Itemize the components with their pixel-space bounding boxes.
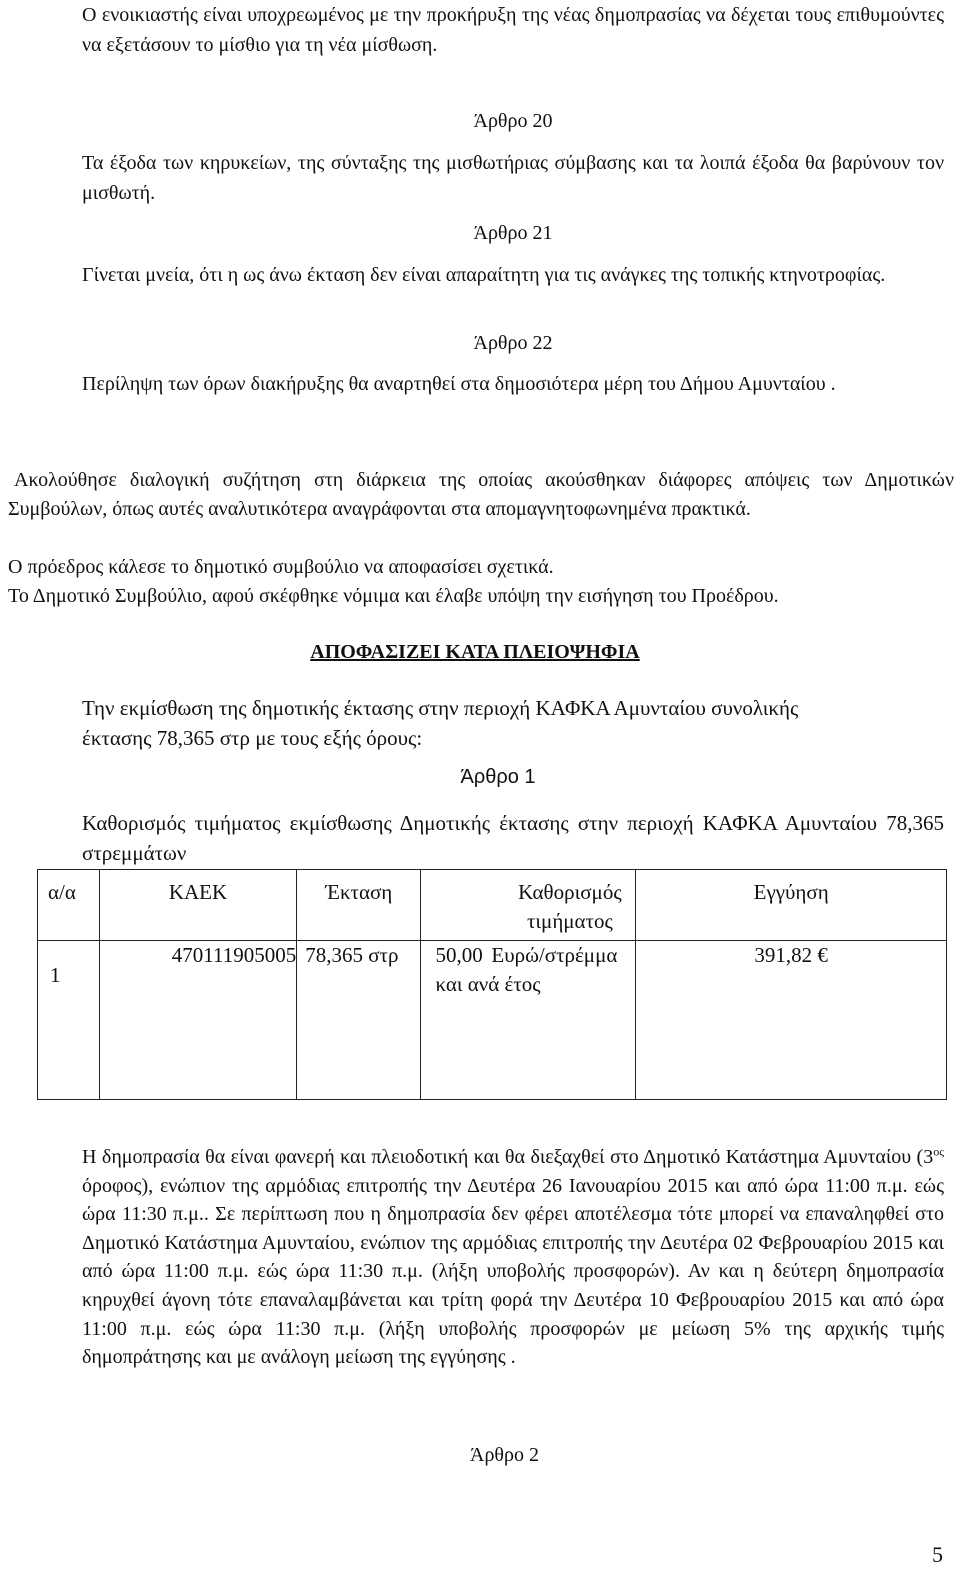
cell-guarantee: 391,82 € bbox=[636, 941, 947, 1100]
decision-title: ΑΠΟΦΑΣΙΖΕΙ ΚΑΤΑ ΠΛΕΙΟΨΗΦΙΑ bbox=[310, 641, 640, 663]
header-price: Καθορισμός τιμήματος bbox=[421, 870, 636, 941]
president-call: Ο πρόεδρος κάλεσε το δημοτικό συμβούλιο να αποφασίσει σχετικά. bbox=[8, 556, 554, 578]
cell-price: 50,00 Ευρώ/στρέμμα και ανά έτος bbox=[421, 941, 636, 1100]
discussion-paragraph: Ακολούθησε διαλογική συζήτηση στη διάρκεια της οποίας ακούσθηκαν διάφορες απόψεις των Δημοτικών Συμβούλων, όπως αυτές αναλυτικότερα αναγράφονται στα απομαγνητοφωνημένα πρακτικά. bbox=[8, 469, 954, 520]
header-aa: α/α bbox=[38, 870, 100, 941]
article-22-text: Περίληψη των όρων διακήρυξης θα αναρτηθεί στα δημοσιότερα μέρη του Δήμου Αμυνταίου . bbox=[82, 373, 836, 395]
intro-paragraph: Ο ενοικιαστής είναι υποχρεωμένος με την προκήρυξη της νέας δημοπρασίας να δέχεται τους επιθυμούντες να εξετάσουν το μίσθιο για τη νέα μίσθωση. bbox=[82, 4, 944, 56]
auction-paragraph bbox=[82, 1143, 944, 1372]
table-header-row bbox=[38, 870, 947, 941]
header-kaek: ΚΑΕΚ bbox=[99, 870, 296, 941]
cell-area: 78,365 στρ bbox=[297, 941, 421, 1100]
article-21-heading: Άρθρο 21 bbox=[473, 222, 553, 244]
article-1-text: Καθορισμός τιμήματος εκμίσθωσης Δημοτικής έκτασης στην περιοχή ΚΑΦΚΑ Αμυνταίου 78,365 στρεμμάτων bbox=[82, 811, 944, 865]
article-1-heading: Άρθρο 1 bbox=[460, 766, 536, 788]
cell-aa: 1 bbox=[38, 941, 100, 1100]
cell-kaek: 470111905005 bbox=[99, 941, 296, 1100]
header-area: Έκταση bbox=[297, 870, 421, 941]
article-20-text: Τα έξοδα των κηρυκείων, της σύνταξης της μισθωτήριας σύμβασης και τα λοιπά έξοδα θα βαρύνουν τον μισθωτή. bbox=[82, 152, 944, 204]
table-row bbox=[38, 941, 947, 1100]
auction-text-rest: όροφος), ενώπιον της αρμόδιας επιτροπής την Δευτέρα 26 Ιανουαρίου 2015 και από ώρα 11:00 π.μ. εώς ώρα 11:30 π.μ.. Σε περίπτωση που η δημοπρασία δεν φέρει αποτέλεσμα τότε μπορεί να επαναληφθεί στο Δημοτικό Κατάστημα Αμυνταίου, ενώπιον της αρμόδιας επιτροπής την Δευτέρα 02 Φεβρουαρίου 2015 και από ώρα 11:00 π.μ. εώς ώρα 11:30 π.μ. (λήξη υποβολής προσφορών). Αν και η δεύτερη δημοπρασία κηρυχθεί άγονη τότε επαναλαμβάνεται και τρίτη φορά την Δευτέρα 10 Φεβρουαρίου 2015 και από ώρα 11:00 π.μ. εώς ώρα 11:30 π.μ. (λήξη υποβολής προσφορών με μείωση 5% της αρχικής τιμής δημοπράτησης και με ανάλογη μείωση της εγγύησης . bbox=[82, 1174, 944, 1369]
council-statement: Το Δημοτικό Συμβούλιο, αφού σκέφθηκε νόμιμα και έλαβε υπόψη την εισήγηση του Προέδρου. bbox=[8, 585, 779, 607]
article-21-text: Γίνεται μνεία, ότι η ως άνω έκταση δεν είναι απαραίτητη για τις ανάγκες της τοπικής κτηνοτροφίας. bbox=[82, 264, 886, 286]
lease-table bbox=[37, 869, 947, 1100]
article-20-heading: Άρθρο 20 bbox=[473, 110, 553, 132]
article-2-heading: Άρθρο 2 bbox=[470, 1444, 539, 1466]
article-22-heading: Άρθρο 22 bbox=[473, 332, 553, 354]
decision-text: Την εκμίσθωση της δημοτικής έκτασης στην περιοχή ΚΑΦΚΑ Αμυνταίου συνολικής έκτασης 78,365 στρ με τους εξής όρους: bbox=[82, 696, 799, 750]
auction-floor-suffix: ος bbox=[933, 1144, 944, 1159]
page-number: 5 bbox=[932, 1542, 943, 1567]
auction-text-start: Η δημοπρασία θα είναι φανερή και πλειοδοτική και θα διεξαχθεί στο Δημοτικό Κατάστημα Αμυνταίου (3 bbox=[82, 1146, 934, 1168]
header-guarantee: Εγγύηση bbox=[636, 870, 947, 941]
